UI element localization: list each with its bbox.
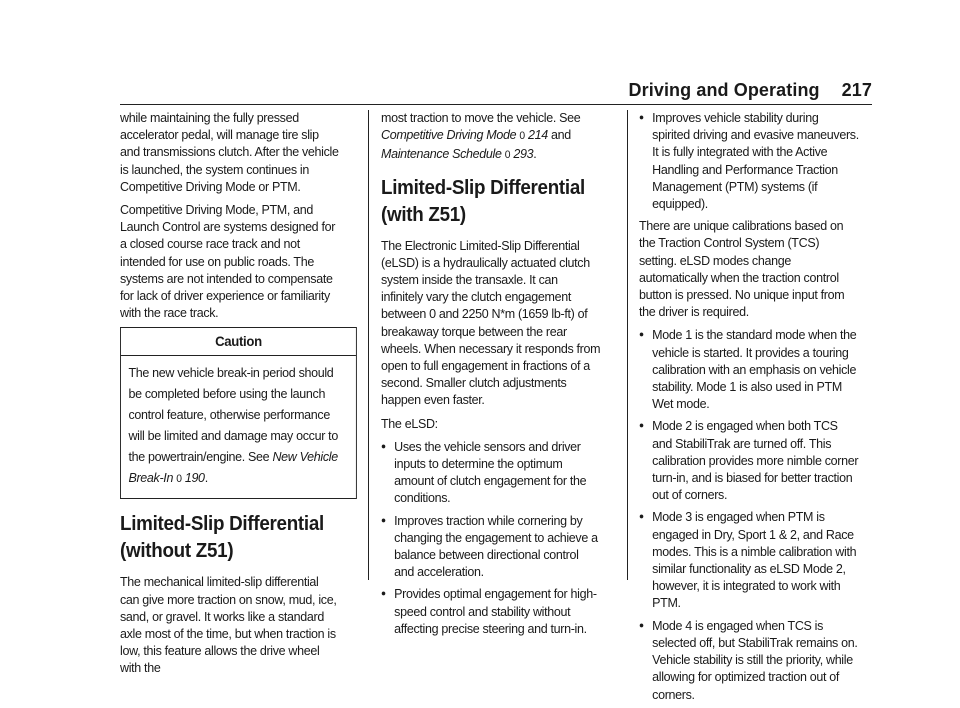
cross-reference-link[interactable]: New Vehicle Break-In xyxy=(128,449,338,486)
bullet-list xyxy=(639,326,859,702)
list-item: ● Improves vehicle stability during spirited driving and evasive maneuvers. It is fully integrated with the Active Handling and Performance Traction Management (PTM) systems (if equipped). xyxy=(639,109,859,212)
punctuation: . xyxy=(533,146,537,162)
column-divider-2 xyxy=(627,110,628,580)
bullet-list xyxy=(639,109,859,212)
column-1 xyxy=(120,109,340,683)
section-title: Driving and Operating xyxy=(628,80,820,100)
column-2 xyxy=(381,109,601,642)
page-ref-arrow-icon: 0 xyxy=(176,473,182,486)
list-item: ● Uses the vehicle sensors and driver inputs to determine the optimum amount of clutch engagement for the conditions. xyxy=(381,438,601,507)
paragraph: while maintaining the fully pressed accelerator pedal, will manage tire slip and transmissions clutch. After the vehicle is launched, the system continues in Competitive Driving Mode or PTM. xyxy=(120,110,339,194)
paragraph: The mechanical limited-slip differential can give more traction on snow, mud, ice, sand, or gravel. It works like a standard axle most of the time, but when traction is low, this feature allows the drive wheel with the xyxy=(120,574,337,676)
caution-box xyxy=(120,327,357,499)
cross-reference-link[interactable]: Competitive Driving Mode xyxy=(381,127,517,143)
section-heading: Limited-Slip Differential (with Z51) xyxy=(381,176,585,226)
cross-reference-link[interactable]: Maintenance Schedule xyxy=(381,146,502,162)
header-rule xyxy=(120,104,872,105)
page-reference[interactable]: 293 xyxy=(513,146,534,162)
punctuation: . xyxy=(204,470,208,486)
page-ref-arrow-icon: 0 xyxy=(504,149,511,162)
page-reference[interactable]: 190 xyxy=(184,470,205,486)
list-item: ● Mode 1 is the standard mode when the vehicle is started. It provides a touring calibration with an emphasis on vehicle stability. Mode 1 is also used in PTM Wet mode. xyxy=(639,326,859,412)
page-header xyxy=(629,80,872,101)
section-heading: Limited-Slip Differential (without Z51) xyxy=(120,513,324,563)
paragraph: The Electronic Limited-Slip Differential (eLSD) is a hydraulically actuated clutch system inside the transaxle. It can infinitely vary the clutch engagement between 0 and 2250 N*m (1659 lb-ft) of breakaway torque between the rear wheels. When necessary it responds from open to full engagement in fractions of a second. Smaller clutch adjustments happen even faster. xyxy=(381,237,601,408)
caution-title: Caution xyxy=(121,328,356,356)
caution-body xyxy=(121,356,356,490)
text: most traction to move the vehicle. See xyxy=(381,110,581,125)
column-divider-1 xyxy=(368,110,369,580)
page-reference[interactable]: 214 xyxy=(527,127,548,143)
list-item: ● Mode 2 is engaged when both TCS and StabiliTrak are turned off. This calibration provides more nimble corner turn-in, and is biased for better traction out of corners. xyxy=(639,417,859,503)
list-item: ● Mode 4 is engaged when TCS is selected off, but StabiliTrak remains on. Vehicle stability is still the priority, while allowing for optimized traction out of corners. xyxy=(639,617,859,703)
bullet-list xyxy=(381,438,601,637)
column-3 xyxy=(639,109,859,708)
caution-text: The new vehicle break-in period should be completed before using the launch control feature, otherwise performance will be limited and damage may occur to the powertrain/engine. See xyxy=(128,365,338,465)
text: and xyxy=(550,127,571,143)
page-ref-arrow-icon: 0 xyxy=(519,130,525,143)
list-item: ● Provides optimal engagement for high-speed control and stability without affecting precise steering and turn-in. xyxy=(381,585,601,637)
page-number: 217 xyxy=(841,80,872,100)
paragraph: Competitive Driving Mode, PTM, and Launch Control are systems designed for a closed course race track and not intended for use on public roads. The systems are not intended to compensate for lack of driver experience or familiarity with the race track. xyxy=(120,202,336,321)
paragraph xyxy=(381,109,601,165)
paragraph: The eLSD: xyxy=(381,415,438,431)
paragraph: There are unique calibrations based on the Traction Control System (TCS) setting. eLSD modes change automatically when the traction control button is pressed. No unique input from the driver is required. xyxy=(639,218,845,320)
list-item: ● Mode 3 is engaged when PTM is engaged in Dry, Sport 1 & 2, and Race modes. This is a nimble calibration with similar functionality as eLSD Mode 2, however, it is integrated to work with PTM. xyxy=(639,508,859,611)
list-item: ● Improves traction while cornering by changing the engagement to achieve a balance between directional control and acceleration. xyxy=(381,512,601,581)
